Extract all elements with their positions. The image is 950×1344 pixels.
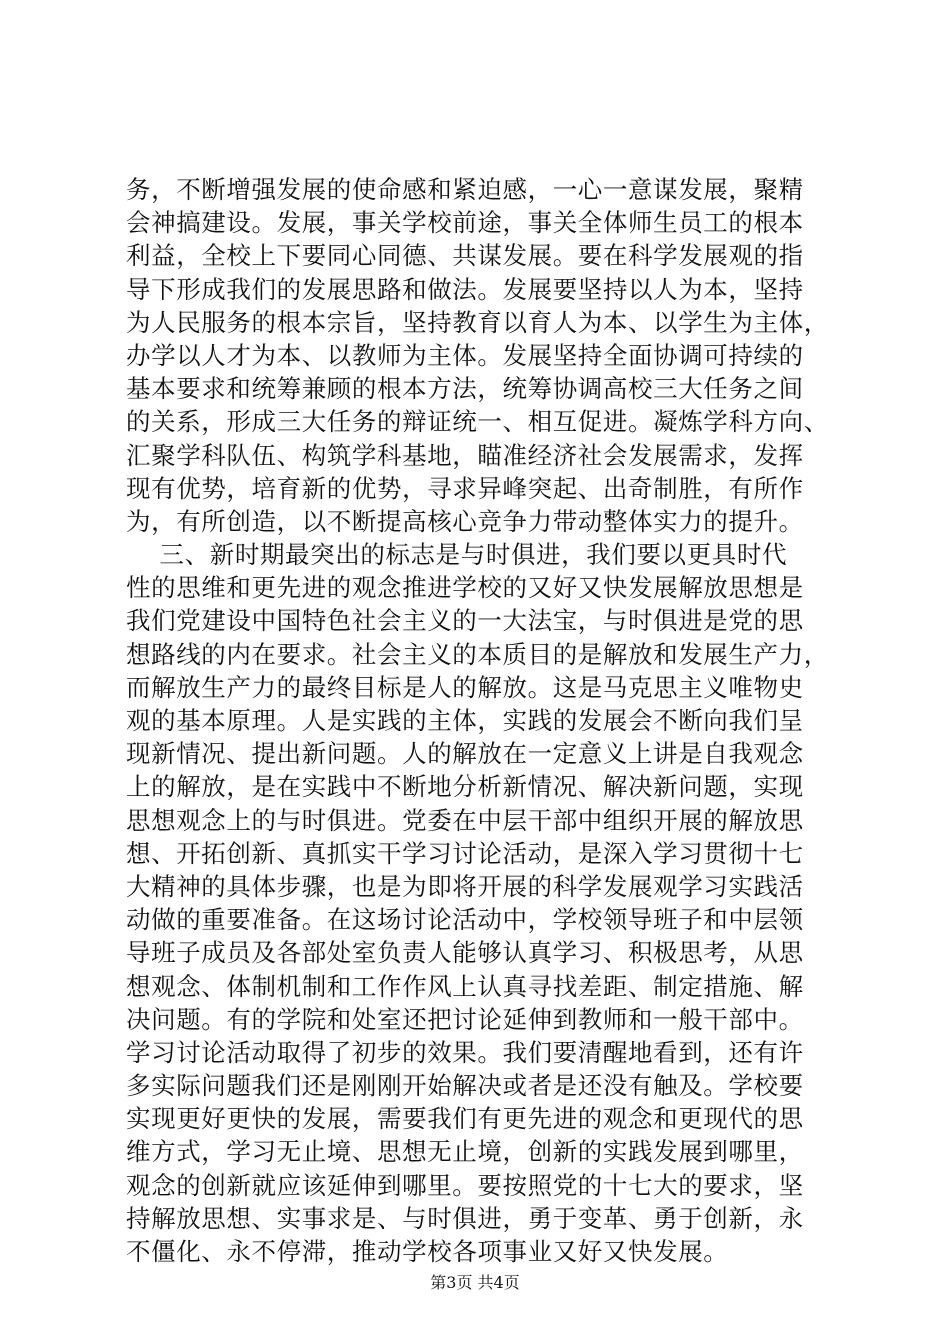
text-line: 务，不断增强发展的使命感和紧迫感，一心一意谋发展，聚精 [126, 175, 804, 204]
text-line: 决问题。有的学院和处室还把讨论延伸到教师和一般干部中。 [126, 1004, 804, 1034]
text-line: 为，有所创造，以不断提高核心竞争力带动整体实力的提升。 [126, 506, 804, 536]
text-line: 多实际问题我们还是刚刚开始解决或者是还没有触及。学校要 [126, 1071, 804, 1101]
text-line: 办学以人才为本、以教师为主体。发展坚持全面协调可持续的 [126, 340, 804, 370]
text-line: 导下形成我们的发展思路和做法。发展要坚持以人为本，坚持 [126, 274, 804, 304]
text-line: 我们党建设中国特色社会主义的一大法宝，与时俱进是党的思 [126, 606, 804, 636]
text-line: 利益，全校上下要同心同德、共谋发展。要在科学发展观的指 [126, 241, 804, 271]
text-line: 现有优势，培育新的优势，寻求异峰突起、出奇制胜，有所作 [126, 473, 804, 503]
text-line: 大精神的具体步骤，也是为即将开展的科学发展观学习实践活 [126, 871, 804, 901]
document-body [126, 173, 846, 1268]
page-number-footer: 第3页 共4页 [430, 1273, 520, 1292]
text-line: 维方式，学习无止境、思想无止境，创新的实践发展到哪里， [126, 1137, 804, 1167]
text-line: 为人民服务的根本宗旨，坚持教育以育人为本、以学生为主体， [126, 307, 829, 337]
text-line: 会神搞建设。发展，事关学校前途，事关全体师生员工的根本 [126, 208, 804, 238]
text-line: 性的思维和更先进的观念推进学校的又好又快发展解放思想是 [126, 573, 804, 603]
text-line: 的关系，形成三大任务的辩证统一、相互促进。凝炼学科方向、 [126, 407, 829, 437]
text-line: 持解放思想、实事求是、与时俱进，勇于变革、勇于创新，永 [126, 1203, 804, 1233]
text-line: 动做的重要准备。在这场讨论活动中，学校领导班子和中层领 [126, 905, 804, 935]
text-line: 学习讨论活动取得了初步的效果。我们要清醒地看到，还有许 [126, 1037, 804, 1067]
section-heading-line: 三、新时期最突出的标志是与时俱进，我们要以更具时代 [126, 540, 788, 570]
text-line: 基本要求和统筹兼顾的根本方法，统筹协调高校三大任务之间 [126, 374, 804, 404]
text-line: 实现更好更快的发展，需要我们有更先进的观念和更现代的思 [126, 1104, 804, 1134]
text-line: 而解放生产力的最终目标是人的解放。这是马克思主义唯物史 [126, 672, 804, 702]
text-line: 思想观念上的与时俱进。党委在中层干部中组织开展的解放思 [126, 805, 804, 835]
text-line: 不僵化、永不停滞，推动学校各项事业又好又快发展。 [126, 1237, 729, 1266]
text-line: 汇聚学科队伍、构筑学科基地，瞄准经济社会发展需求，发挥 [126, 440, 804, 470]
text-line: 观念的创新就应该延伸到哪里。要按照党的十七大的要求，坚 [126, 1170, 804, 1200]
text-line: 导班子成员及各部处室负责人能够认真学习、积极思考，从思 [126, 938, 804, 968]
text-line: 想观念、体制机制和工作作风上认真寻找差距、制定措施、解 [126, 971, 804, 1001]
text-line: 观的基本原理。人是实践的主体，实践的发展会不断向我们呈 [126, 706, 804, 735]
text-line: 现新情况、提出新问题。人的解放在一定意义上讲是自我观念 [126, 739, 804, 769]
text-line: 上的解放，是在实践中不断地分析新情况、解决新问题，实现 [126, 772, 804, 802]
text-line: 想、开拓创新、真抓实干学习讨论活动，是深入学习贯彻十七 [126, 838, 804, 868]
text-line: 想路线的内在要求。社会主义的本质目的是解放和发展生产力， [126, 639, 829, 669]
